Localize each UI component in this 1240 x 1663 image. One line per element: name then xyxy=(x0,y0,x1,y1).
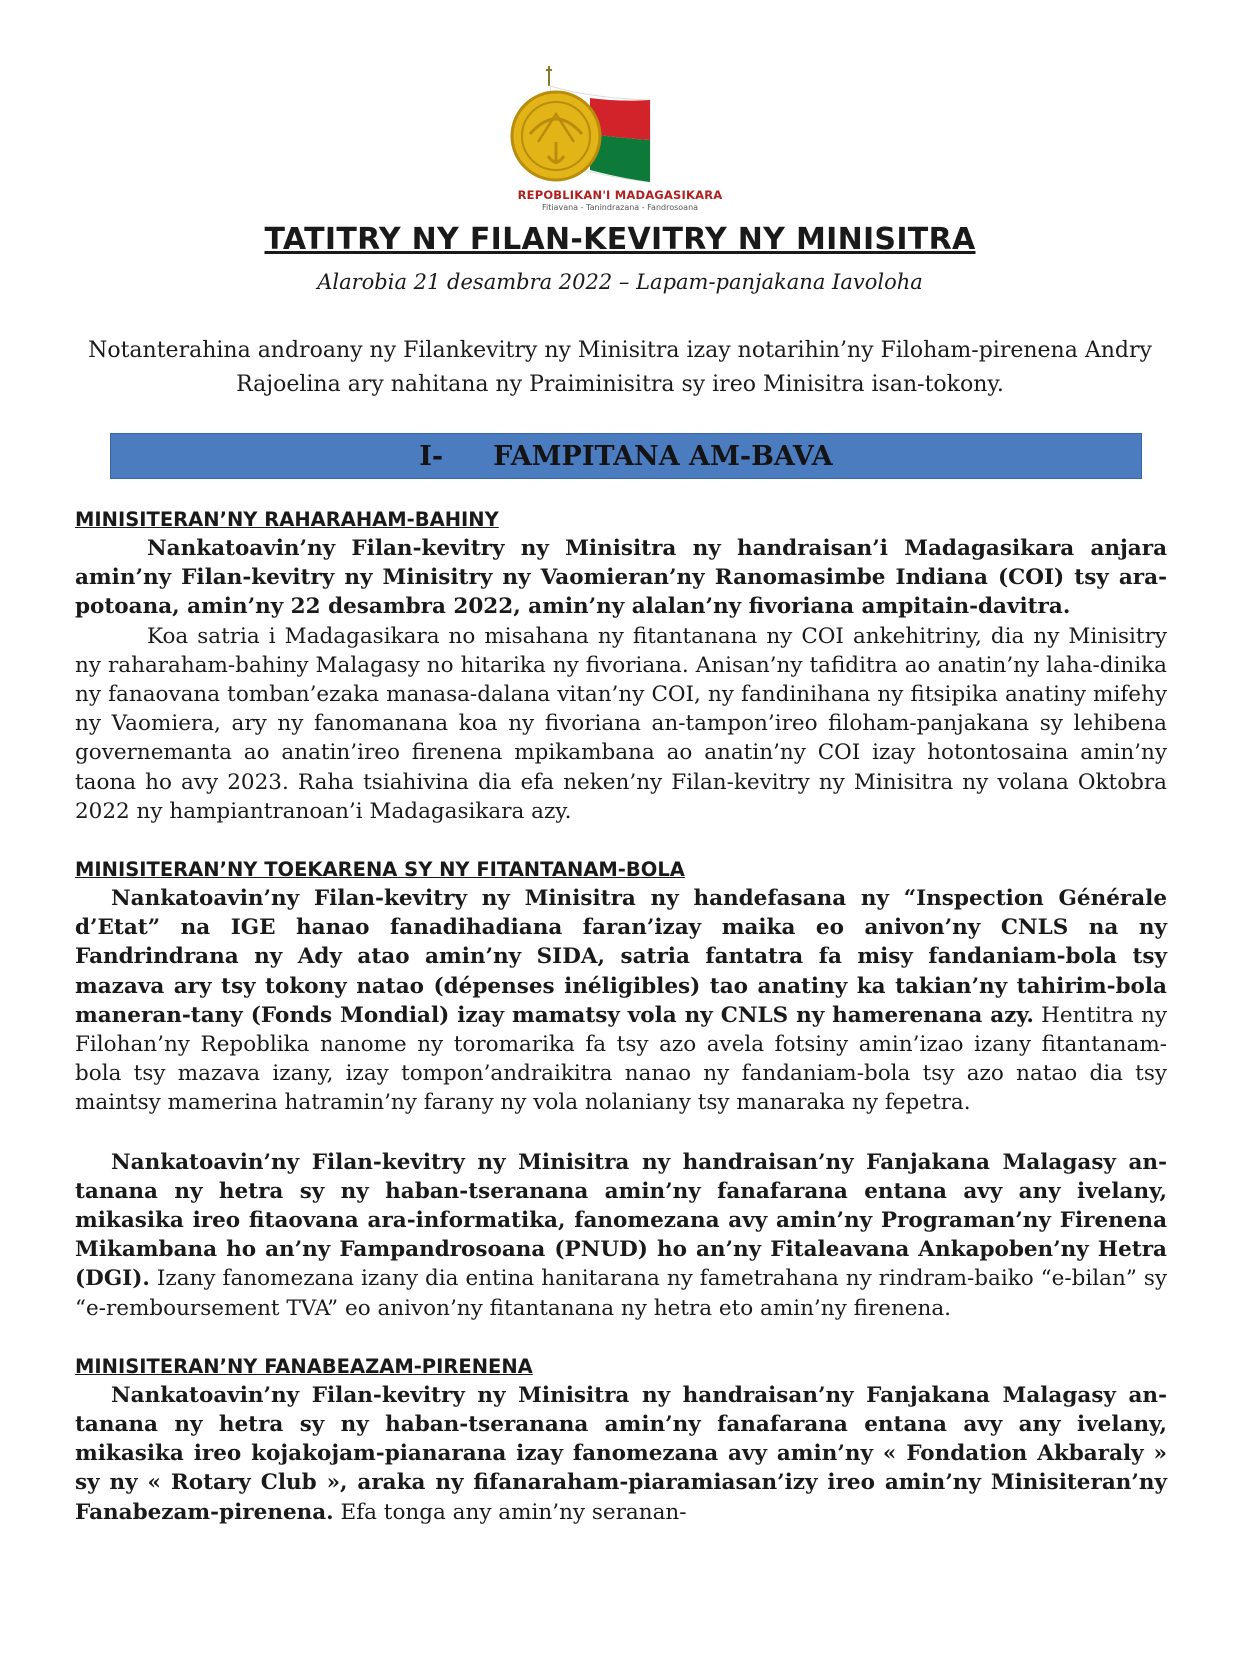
emblem-graphic xyxy=(500,64,740,188)
paragraph xyxy=(75,884,1167,1118)
paragraph-bold: Nankatoavin’ny Filan-kevitry ny Minisitra ny handefasana ny “Inspection Générale d’Etat” na IGE hanao fanadihadiana faran’izay maika eo anivon’ny CNLS na ny Fandrindrana ny Ady atao amin’ny SIDA, satria fantatra fa misy fandaniam-bola tsy mazava ary tsy tokony natao (dépenses inéligibles) tao anatiny ka takian’ny tahirim-bola maneran-tany (Fonds Mondial) izay mamatsy vola ny CNLS ny hamerenana azy. xyxy=(75,886,1167,1028)
ministry-section xyxy=(75,856,1167,1323)
paragraph-text: Izany fanomezana izany dia entina hanitarana ny fametrahana ny rindram-baiko “e-bilan” sy “e-remboursement TVA” eo anivon’ny fitantanana ny hetra eto amin’ny firenena. xyxy=(75,1266,1167,1321)
paragraph-bold: Nankatoavin’ny Filan-kevitry ny Minisitra ny handraisan’ny Fanjakana Malagasy an-tanana ny hetra sy ny haban-tseranana amin’ny fanafarana entana avy any ivelany, mikasika ireo kojakojam-pianarana izay fanomezana avy amin’ny « Fondation Akbaraly » sy ny « Rotary Club », araka ny fifanaraham-piaramiasan’izy ireo amin’ny Minisiteran’ny Fanabezam-pirenena. xyxy=(75,1382,1167,1525)
ministry-section xyxy=(75,1353,1167,1527)
page-title: TATITRY NY FILAN-KEVITRY NY MINISITRA xyxy=(264,222,976,257)
ministry-heading: MINISITERAN’NY RAHARAHAM-BAHINY xyxy=(75,508,499,531)
paragraph xyxy=(75,1381,1167,1527)
intro-text: Notanterahina androany ny Filankevitry ny Minisitra izay notarihin’ny Filoham-pirenena Andry Rajoelina ary nahitana ny Praiminisitra sy ireo Minisitra isan-tokony. xyxy=(88,338,1152,397)
document-body xyxy=(75,506,1167,1527)
section-number: I- xyxy=(419,440,444,472)
national-emblem xyxy=(500,64,740,214)
emblem-name: REPOBLIKAN'I MADAGASIKARA xyxy=(517,188,723,202)
ministry-heading: MINISITERAN’NY FANABEAZAM-PIRENENA xyxy=(75,1354,533,1378)
ministry-section xyxy=(75,506,1167,826)
ministry-heading: MINISITERAN’NY TOEKARENA SY NY FITANTANAM-BOLA xyxy=(75,858,685,882)
paragraph xyxy=(75,1148,1167,1323)
paragraph-text: Efa tonga any amin’ny seranan- xyxy=(333,1499,687,1525)
paragraph-text: Hentitra ny Filohan’ny Repoblika nanome ny toromarika fa tsy azo avela fotsiny amin’izao izany fitantanam-bola tsy mazava izany, izay tompon’andraikitra nanao ny fandaniam-bola tsy azo natao dia tsy maintsy mamerina hatramin’ny farany ny vola nolaniany tsy manaraka ny fepetra. xyxy=(75,1002,1168,1116)
paragraph xyxy=(75,622,1167,826)
paragraph-bold: Nankatoavin’ny Filan-kevitry ny Minisitra ny handraisan’ny Fanjakana Malagasy an-tanana ny hetra sy ny haban-tseranana amin’ny fanafarana entana avy any ivelany, mikasika ireo fitaovana ara-informatika, fanomezana avy amin’ny Programan’ny Firenena Mikambana ho an’ny Fampandrosoana (PNUD) ho an’ny Fitaleavana Ankapoben’ny Hetra (DGI). xyxy=(75,1149,1167,1292)
meeting-date: Alarobia 21 desambra 2022 – Lapam-panjakana Iavoloha xyxy=(317,270,923,294)
section-header xyxy=(110,433,1142,479)
section-title: FAMPITANA AM-BAVA xyxy=(493,440,833,472)
paragraph-text: Koa satria i Madagasikara no misahana ny fitantanana ny COI ankehitriny, dia ny Minisitry ny raharaham-bahiny Malagasy no hitarika ny fivoriana. Anisan’ny tafiditra ao anatin’ny laha-dinika ny fanaovana tomban’ezaka manasa-dalana vitan’ny COI, ny fandinihana ny fitsipika anatiny mifehy ny Vaomiera, ary ny fanomanana koa ny fivoriana an-tampon’ireo filoham-panjakana sy lehibena governemanta ao anatin’ireo firenena mpikambana ao anatin’ny COI izay hotontosaina amin’ny taona ho avy 2023. Raha tsiahivina dia efa neken’ny Filan-kevitry ny Minisitra ny volana Oktobra 2022 ny hampiantranoan’i Madagasikara azy. xyxy=(75,623,1167,824)
paragraph-bold: Nankatoavin’ny Filan-kevitry ny Minisitra ny handraisan’i Madagasikara anjara amin’ny Filan-kevitry ny Minisitry ny Vaomieran’ny Ranomasimbe Indiana (COI) tsy ara-potoana, amin’ny 22 desambra 2022, amin’ny alalan’ny fivoriana ampitain-davitra. xyxy=(75,536,1167,620)
paragraph xyxy=(75,534,1167,622)
emblem-motto: Fitiavana - Tanindrazana - Fandrosoana xyxy=(541,203,699,212)
